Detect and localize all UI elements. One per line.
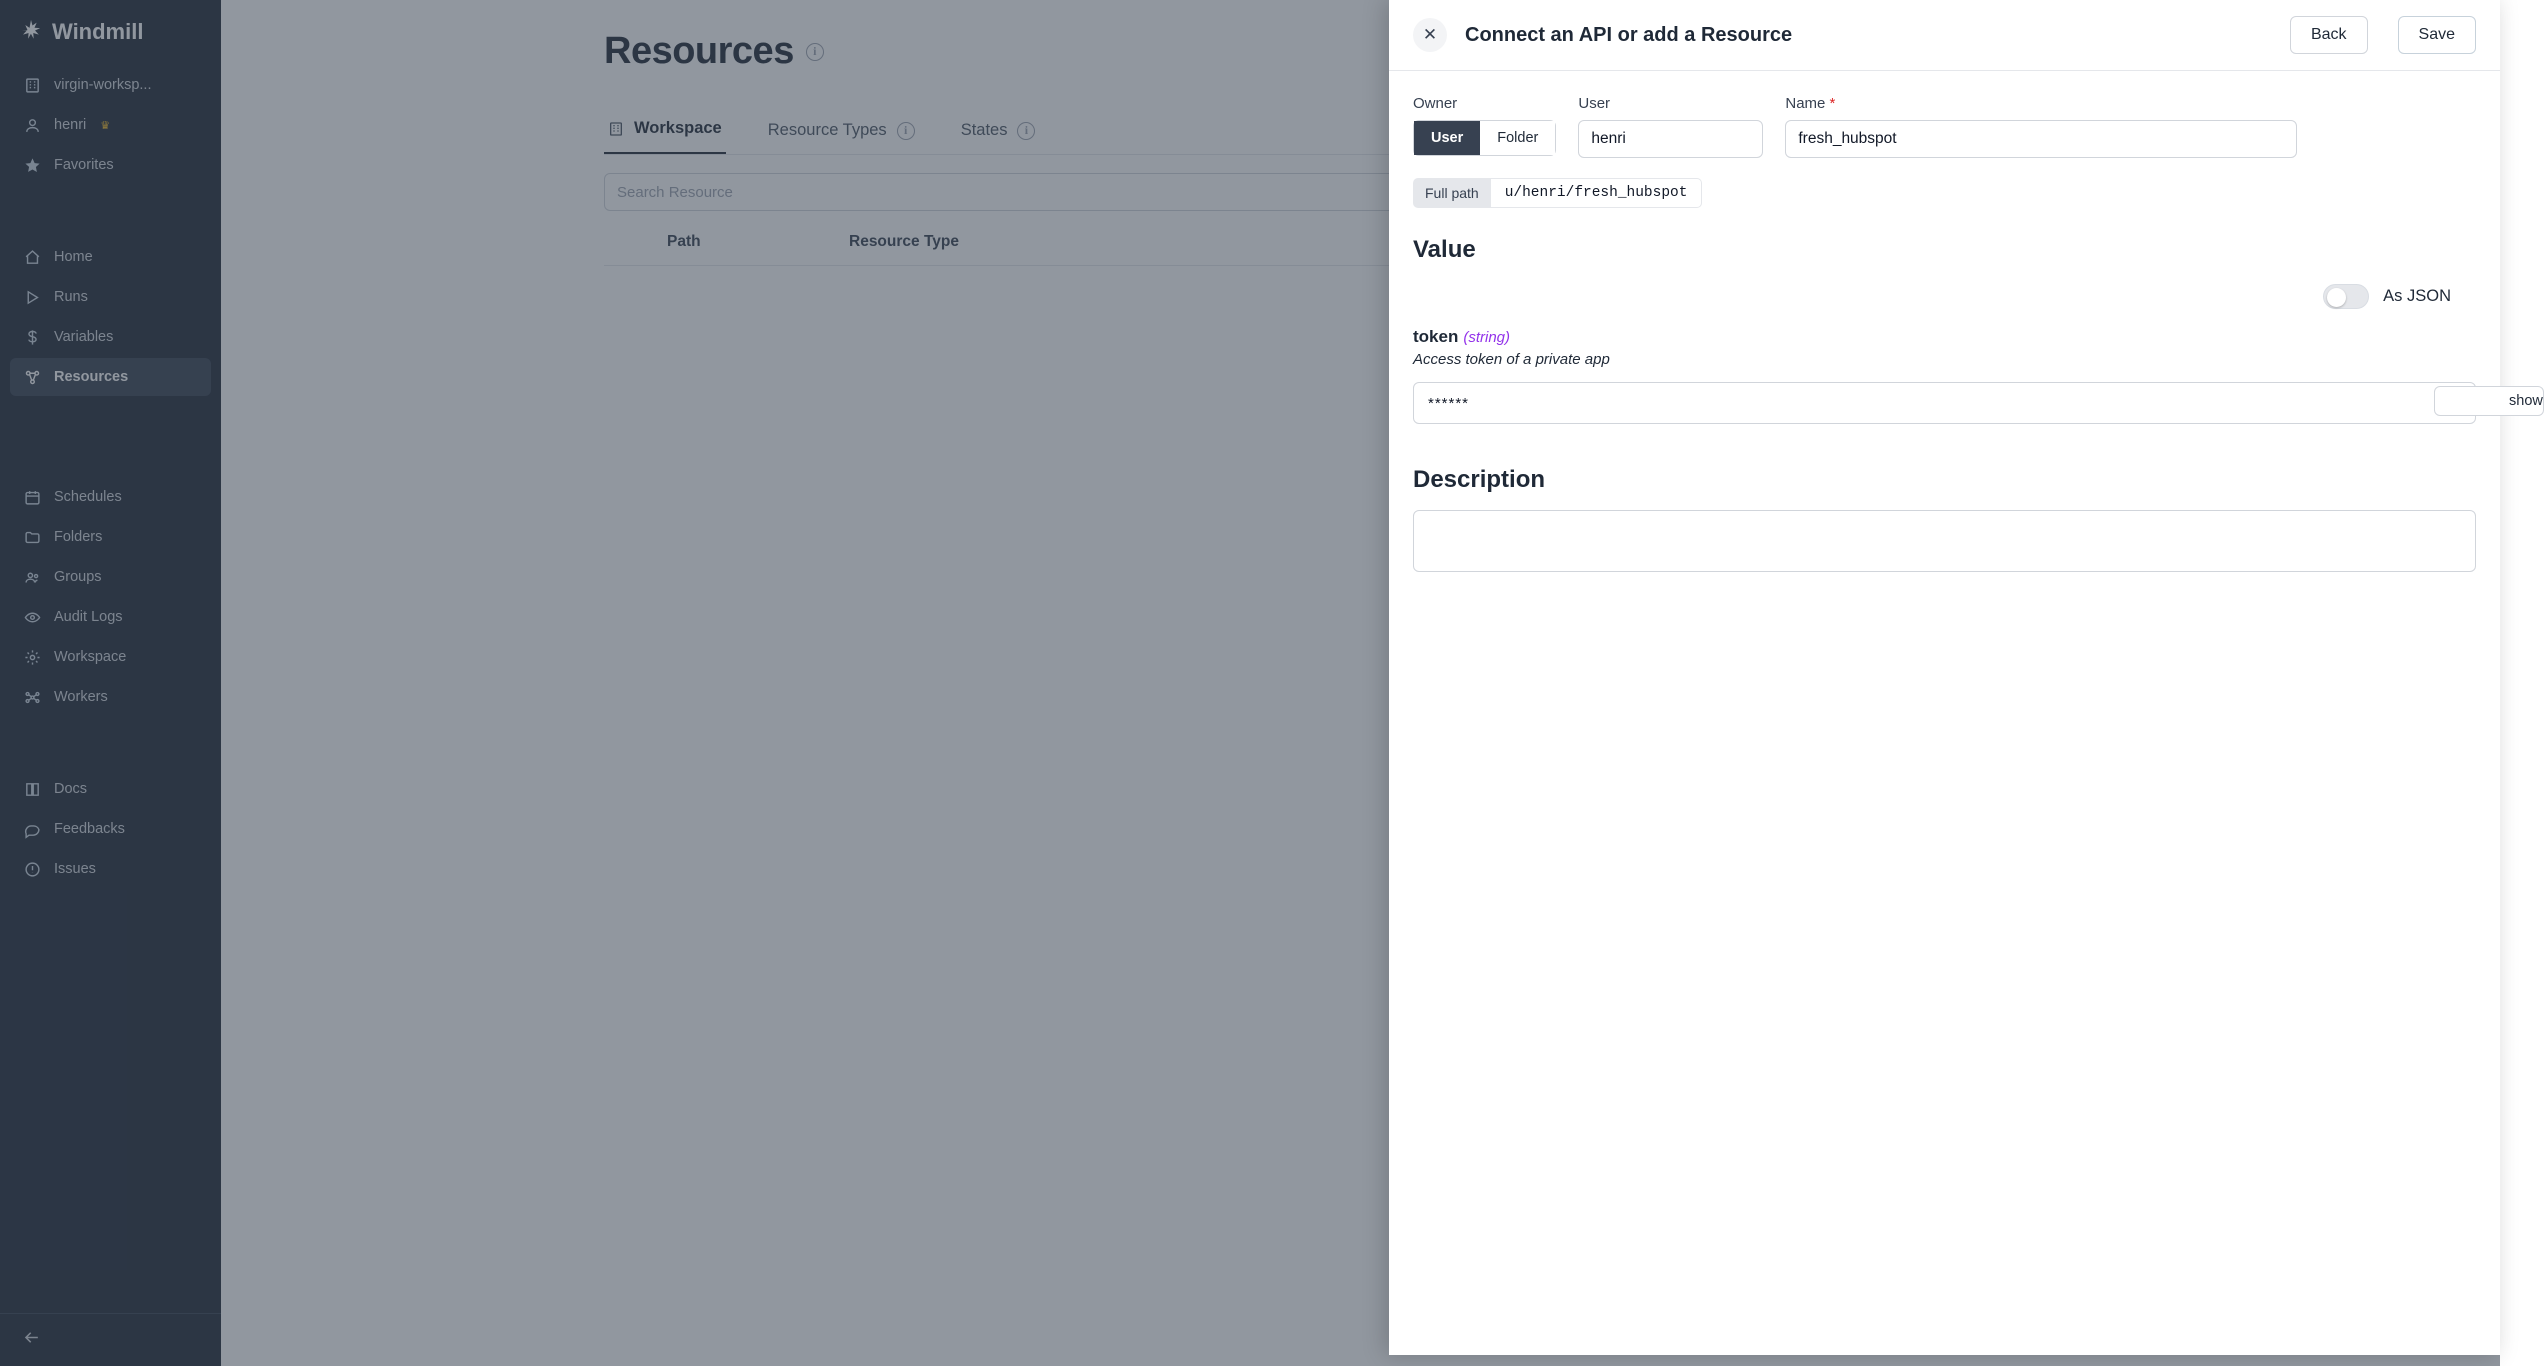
close-icon[interactable]: ✕ (1413, 18, 1447, 52)
description-section-title: Description (1413, 466, 1546, 493)
owner-form-row (1413, 95, 2476, 158)
property-type: (string) (1463, 329, 1511, 346)
name-field (1785, 95, 2297, 158)
owner-toggle[interactable] (1413, 120, 1556, 156)
description-textarea[interactable] (1413, 510, 2476, 572)
owner-field (1413, 95, 1556, 156)
owner-option-user[interactable]: User (1414, 121, 1480, 155)
user-label: User (1578, 95, 1611, 112)
drawer-title: Connect an API or add a Resource (1465, 23, 1793, 46)
owner-label: Owner (1413, 95, 1458, 112)
owner-option-folder[interactable]: Folder (1480, 121, 1555, 155)
required-marker: * (1829, 95, 1836, 112)
as-json-toggle[interactable] (2323, 284, 2369, 309)
name-label-text: Name (1785, 95, 1826, 112)
toggle-knob (2327, 288, 2346, 307)
value-section-title: Value (1413, 236, 1476, 263)
back-button[interactable]: Back (2290, 16, 2368, 54)
user-input[interactable] (1578, 120, 1763, 158)
user-field (1578, 95, 1763, 158)
as-json-row (1413, 284, 2476, 309)
full-path-label: Full path (1413, 178, 1491, 208)
property-description: Access token of a private app (1413, 351, 1610, 368)
as-json-label: As JSON (2383, 287, 2451, 305)
save-button[interactable]: Save (2398, 16, 2476, 54)
full-path-value: u/henri/fresh_hubspot (1491, 178, 1703, 208)
full-path-row (1413, 178, 2476, 208)
name-input[interactable] (1785, 120, 2297, 158)
drawer-header (1389, 0, 2500, 71)
property-name: token (1413, 327, 1459, 346)
property-name-row (1413, 327, 2476, 347)
drawer-body (1389, 71, 2543, 577)
token-input[interactable] (1413, 382, 2476, 424)
show-token-button[interactable]: show (2434, 386, 2544, 416)
resource-drawer (1389, 0, 2543, 1355)
token-input-row (1413, 382, 2543, 424)
name-label (1785, 95, 2297, 112)
